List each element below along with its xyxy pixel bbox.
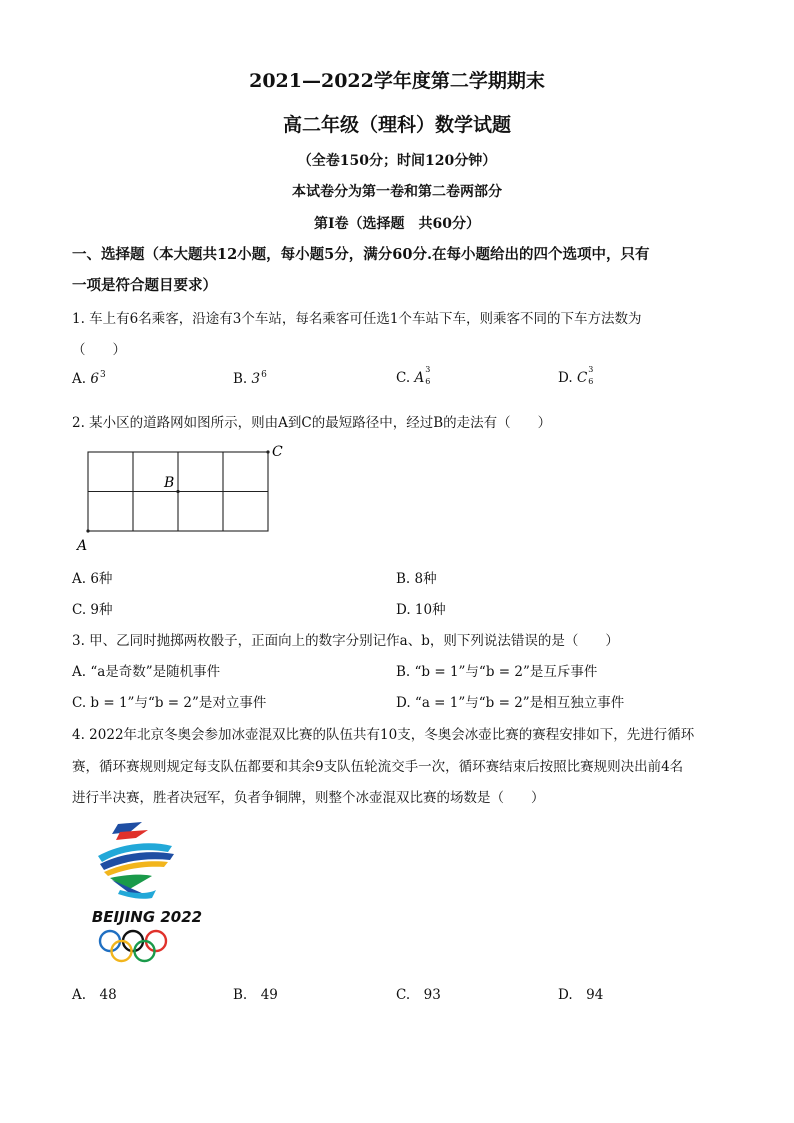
q3-option-b: B. “b = 1”与“b = 2”是互斥事件 [396,664,598,680]
q2-option-b: B. 8种 [396,571,437,587]
section-heading-line1: 一、选择题（本大题共12小题，每小题5分，满分60分.在每小题给出的四个选项中，只有 [72,246,650,263]
q4-option-b: B. 49 [233,987,278,1003]
point-a [86,529,89,532]
q2-option-c: C. 9种 [72,602,113,618]
q3-option-d: D. “a = 1”与“b = 2”是相互独立事件 [396,695,625,711]
q2-option-a: A. 6种 [72,571,113,587]
exam-subject-title: 高二年级（理科）数学试题 [282,114,511,136]
road-grid-diagram [72,440,302,555]
q3-option-c: C. b = 1”与“b = 2”是对立事件 [72,695,267,711]
question-4-line1: 4. 2022年北京冬奥会参加冰壶混双比赛的队伍共有10支，冬奥会冰壶比赛的赛程安排如下，先进行循环 [72,727,695,743]
part-title: 第Ⅰ卷（选择题 共60分） [313,216,481,232]
structure-note: 本试卷分为第一卷和第二卷两部分 [292,184,502,200]
label-c: C [272,444,283,460]
q3-option-a: A. “a是奇数”是随机事件 [72,664,221,680]
question-1-text: 1. 车上有6名乘客，沿途有3个车站，每名乘客可任选1个车站下车，则乘客不同的下车方法数为 [72,311,642,327]
q4-option-d: D. 94 [558,987,604,1003]
q1-option-c: C. A 3 6 [396,365,431,386]
exam-year-title: 2021—2022学年度第二学期期末 [249,70,545,92]
emblem-text: BEIJING 2022 [91,908,203,926]
q1-option-b: B. $3^6$ [233,370,267,387]
question-3-text: 3. 甲、乙同时抛掷两枚骰子，正面向上的数字分别记作a、b，则下列说法错误的是（ ） [72,633,619,649]
section-heading-line2: 一项是符合题目要求） [72,277,217,294]
beijing-2022-emblem [90,818,205,973]
question-4-line2: 赛，循环赛规则规定每支队伍都要和其余9支队伍轮流交手一次，循环赛结束后按照比赛规则决出前4名 [72,759,684,775]
question-4-line3: 进行半决赛，胜者决冠军，负者争铜牌，则整个冰壶混双比赛的场数是（ ） [72,790,545,806]
label-b: B [164,475,175,491]
q4-option-a: A. 48 [72,987,117,1003]
q1-option-a: A. $6^3$ [72,370,106,387]
point-b [176,490,179,493]
emblem-ribbon-graphic [98,822,174,899]
question-2-text: 2. 某小区的道路网如图所示，则由A到C的最短路径中，经过B的走法有（ ） [72,415,552,431]
point-c [266,450,269,453]
exam-info: （全卷150分；时间120分钟） [297,153,497,169]
label-a: A [77,538,88,554]
q4-option-c: C. 93 [396,987,441,1003]
olympic-rings [100,931,166,961]
q1-option-d: D. C 3 6 [558,365,594,386]
q2-option-d: D. 10种 [396,602,446,618]
question-1-paren: （ ） [72,342,126,358]
